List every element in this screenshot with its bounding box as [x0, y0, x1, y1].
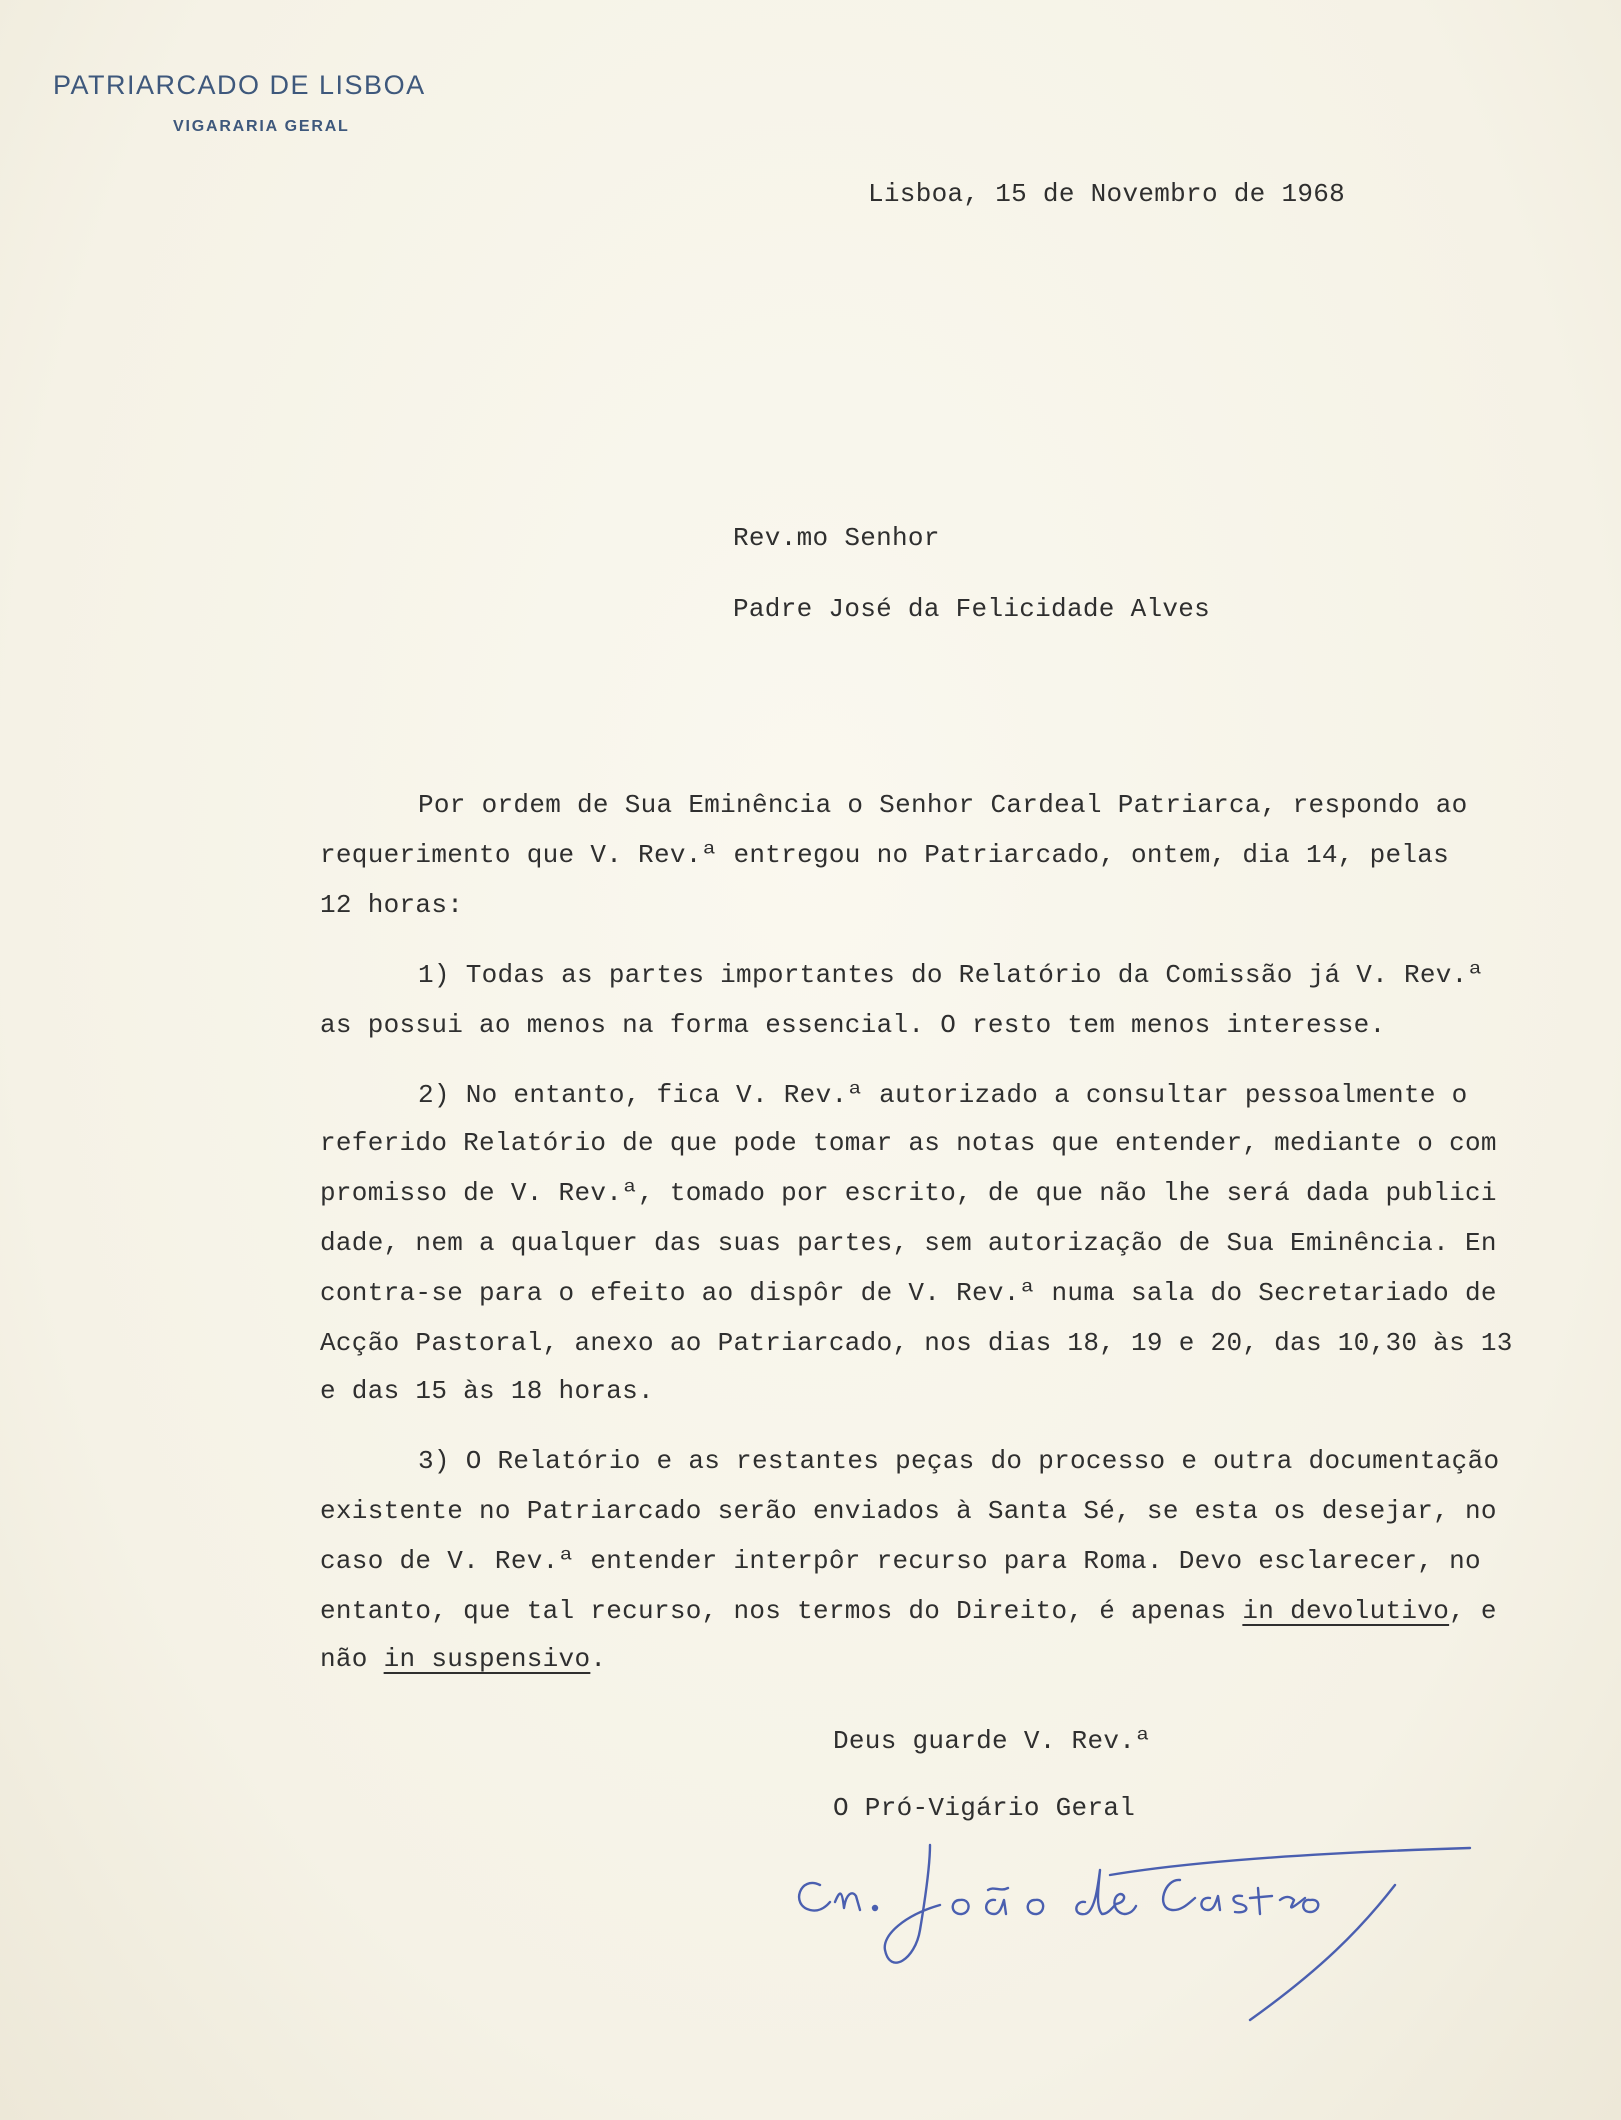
body-line-with-underline	[320, 1596, 1497, 1626]
body-line: caso de V. Rev.ª entender interpôr recurso para Roma. Devo esclarecer, no	[320, 1546, 1481, 1576]
body-line: Por ordem de Sua Eminência o Senhor Cardeal Patriarca, respondo ao	[418, 790, 1468, 820]
letterhead-subtitle: VIGARARIA GERAL	[173, 118, 350, 135]
salutation: Rev.mo Senhor	[733, 523, 940, 553]
body-text: .	[590, 1644, 607, 1674]
body-line: referido Relatório de que pode tomar as notas que entender, mediante o com	[320, 1128, 1497, 1158]
handwritten-signature	[780, 1790, 1500, 2040]
body-line: contra-se para o efeito ao dispôr de V. Rev.ª numa sala do Secretariado de	[320, 1278, 1497, 1308]
recipient-name: Padre José da Felicidade Alves	[733, 594, 1211, 624]
body-line: 3) O Relatório e as restantes peças do processo e outra documentação	[418, 1446, 1500, 1476]
body-line: promisso de V. Rev.ª, tomado por escrito, de que não lhe será dada publici	[320, 1178, 1497, 1208]
body-line: as possui ao menos na forma essencial. O resto tem menos interesse.	[320, 1010, 1386, 1040]
body-line: 1) Todas as partes importantes do Relatório da Comissão já V. Rev.ª	[418, 960, 1484, 990]
body-line: requerimento que V. Rev.ª entregou no Patriarcado, ontem, dia 14, pelas	[320, 840, 1450, 870]
body-line: Acção Pastoral, anexo ao Patriarcado, nos dias 18, 19 e 20, das 10,30 às 13	[320, 1328, 1513, 1358]
underlined-term: in suspensivo	[383, 1644, 591, 1674]
underlined-term: in devolutivo	[1242, 1596, 1450, 1626]
body-line-with-underline	[320, 1644, 606, 1674]
body-text: entanto, que tal recurso, nos termos do Direito, é apenas	[320, 1596, 1243, 1626]
body-line: existente no Patriarcado serão enviados à Santa Sé, se esta os desejar, no	[320, 1496, 1497, 1526]
body-line: 2) No entanto, fica V. Rev.ª autorizado a consultar pessoalmente o	[418, 1080, 1468, 1110]
body-text: não	[320, 1644, 384, 1674]
body-line: 12 horas:	[320, 890, 464, 920]
letterhead-title: PATRIARCADO DE LISBOA	[53, 70, 426, 100]
body-text: , e	[1449, 1596, 1497, 1626]
closing-title: O Pró-Vigário Geral	[833, 1793, 1136, 1823]
body-line: e das 15 às 18 horas.	[320, 1376, 654, 1406]
body-line: dade, nem a qualquer das suas partes, sem autorização de Sua Eminência. En	[320, 1228, 1497, 1258]
date-line: Lisboa, 15 de Novembro de 1968	[868, 179, 1346, 209]
closing-line: Deus guarde V. Rev.ª	[833, 1726, 1152, 1756]
